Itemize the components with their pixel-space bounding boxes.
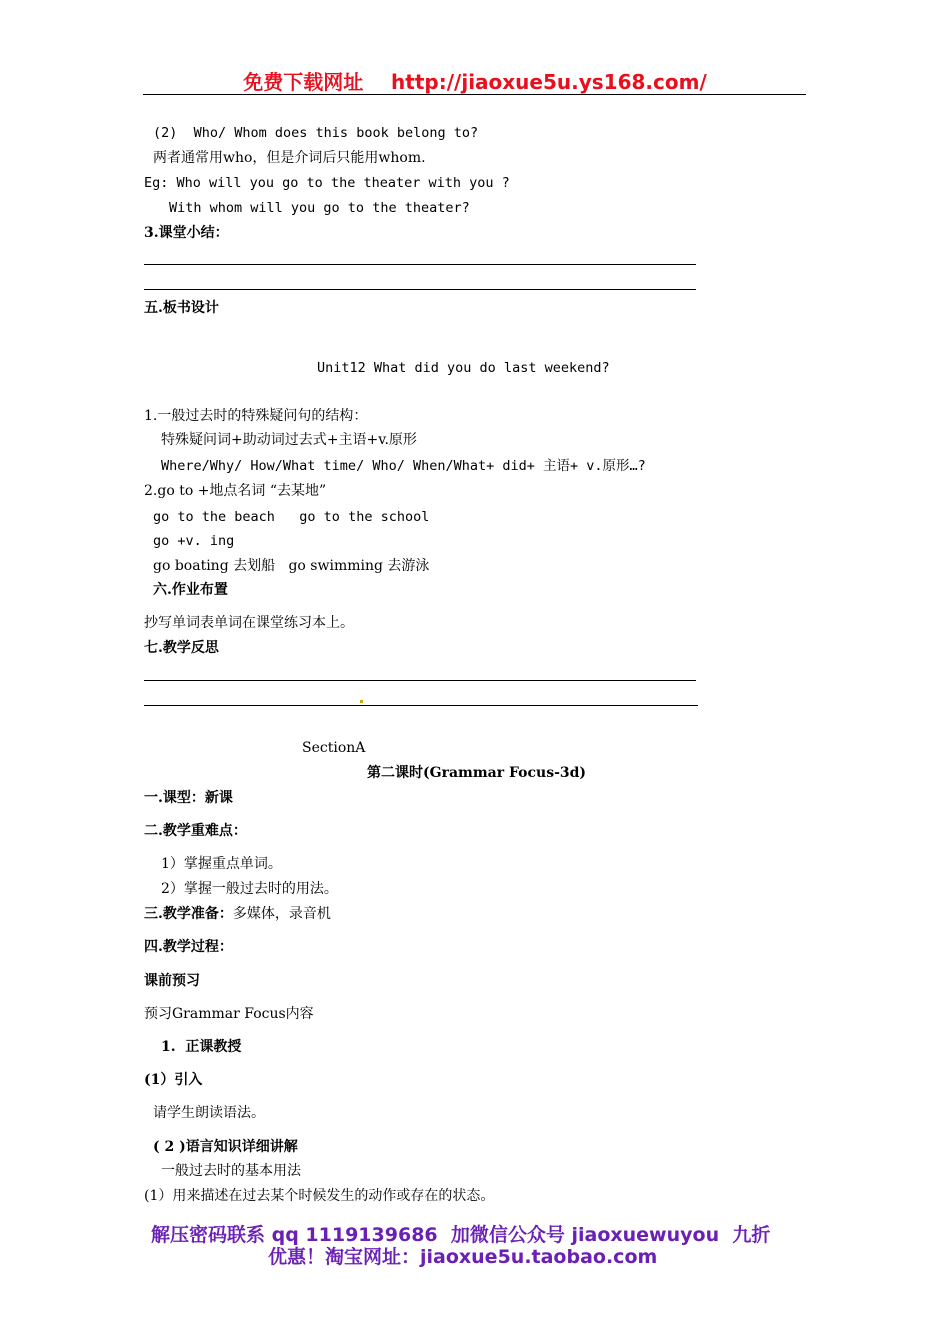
text-line: 1）掌握重点单词。 (161, 856, 282, 872)
section-heading: 五.板书设计 (144, 300, 219, 316)
stray-mark (360, 700, 363, 703)
text-line: (2) Who/ Whom does this book belong to? (153, 125, 479, 141)
blank-rule (144, 705, 698, 706)
board-title: Unit12 What did you do last weekend? (317, 360, 610, 376)
text-line: Eg: Who will you go to the theater with you ? (144, 175, 510, 191)
section-title: SectionA (302, 740, 366, 756)
text-line: go to the beach go to the school (153, 509, 430, 525)
section-heading: 七.教学反思 (144, 640, 219, 656)
text-line (144, 905, 331, 923)
text-line: 2）掌握一般过去时的用法。 (161, 881, 338, 897)
site-header: 免费下载网址 http://jiaoxue5u.ys168.com/ (243, 70, 707, 94)
section-heading: 四.教学过程： (144, 939, 233, 955)
footer-line-1: 解压密码联系 qq 1119139686 加微信公众号 jiaoxuewuyou 九折 (151, 1224, 771, 1246)
section-heading: 三.教学准备： (144, 906, 233, 922)
blank-rule (144, 264, 696, 265)
section-heading: ( 2 )语言知识详细讲解 (153, 1139, 298, 1155)
text-line: 一般过去时的基本用法 (161, 1163, 301, 1179)
text-line: go +v. ing (153, 533, 235, 549)
header-rule (143, 94, 806, 95)
text-line: 预习Grammar Focus内容 (144, 1006, 314, 1022)
text-line: 多媒体，录音机 (232, 906, 331, 922)
text-line: 1.一般过去时的特殊疑问句的结构： (144, 408, 368, 424)
section-heading: 一.课型：新课 (144, 790, 233, 806)
text-line: Where/Why/ How/What time/ Who/ When/What+ did+ 主语+ v.原形…? (161, 458, 646, 474)
section-heading: 课前预习 (144, 973, 200, 989)
section-heading: (1）引入 (144, 1072, 203, 1088)
lesson-title: 第二课时(Grammar Focus-3d) (367, 765, 587, 781)
text-line: With whom will you go to the theater? (169, 200, 470, 216)
text-line: (1）用来描述在过去某个时候发生的动作或存在的状态。 (144, 1188, 495, 1204)
section-heading: 1. 正课教授 (161, 1039, 242, 1055)
text-line: 2.go to +地点名词 “去某地” (144, 483, 327, 499)
text-line: 抄写单词表单词在课堂练习本上。 (144, 615, 354, 631)
text-line: 特殊疑问词+助动词过去式+主语+v.原形 (161, 432, 417, 448)
text-line: 请学生朗读语法。 (153, 1105, 265, 1121)
text-line: go boating 去划船 go swimming 去游泳 (153, 558, 430, 574)
blank-rule (144, 289, 696, 290)
section-heading: 3.课堂小结： (144, 225, 229, 241)
text-line: 两者通常用who，但是介词后只能用whom. (153, 150, 426, 166)
footer-line-2: 优惠！淘宝网址：jiaoxue5u.taobao.com (268, 1246, 658, 1268)
section-heading: 六.作业布置 (153, 582, 228, 598)
section-heading: 二.教学重难点： (144, 823, 247, 839)
blank-rule (144, 680, 696, 681)
